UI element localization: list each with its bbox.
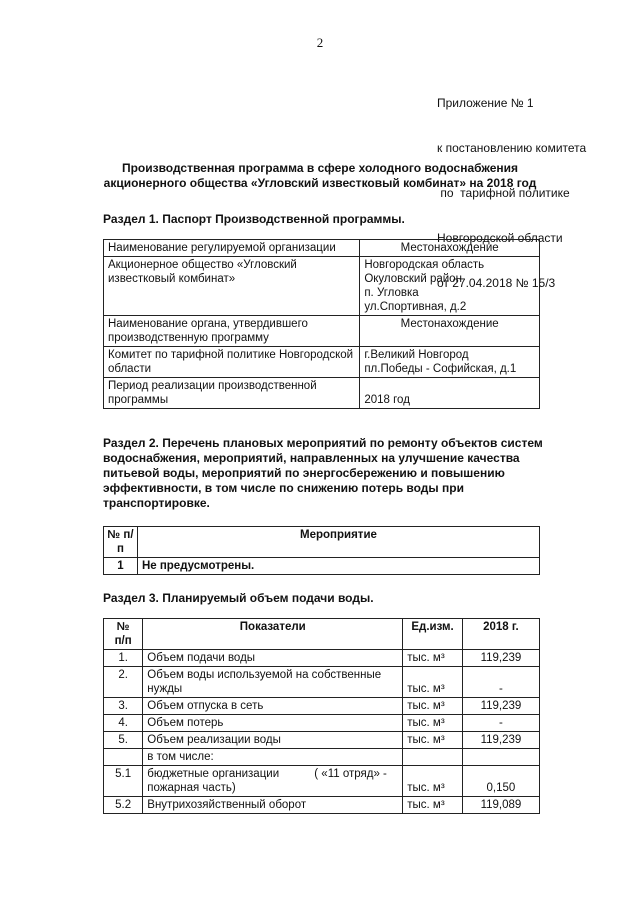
address-line: пл.Победы - Софийская, д.1 (364, 363, 517, 375)
table-row (104, 667, 540, 698)
heading-line: транспортировке. (103, 496, 210, 510)
row-unit: тыс. м³ (403, 698, 463, 715)
row-event: Не предусмотрены. (137, 558, 539, 575)
column-header-year: 2018 г. (462, 619, 539, 650)
table-cell: Местонахождение (360, 316, 540, 347)
row-unit: тыс. м³ (403, 797, 463, 814)
row-unit: тыс. м³ (403, 667, 463, 698)
row-number: 1. (104, 650, 143, 667)
row-value: 119,239 (462, 732, 539, 749)
row-number: 3. (104, 698, 143, 715)
row-unit: тыс. м³ (403, 715, 463, 732)
table-row (104, 766, 540, 797)
row-number (104, 749, 143, 766)
table-cell: Наименование регулируемой организации (104, 240, 360, 257)
table-cell: Комитет по тарифной политике Новгородской области (104, 347, 360, 378)
row-value: 0,150 (462, 766, 539, 797)
heading-line: питьевой воды, мероприятий по энергосбережению и повышению (103, 466, 505, 480)
column-header-indicator: Показатели (143, 619, 403, 650)
table-cell: Период реализации производственной программы (104, 378, 360, 409)
address-line: г.Великий Новгород (364, 349, 469, 361)
events-table (103, 526, 540, 575)
row-number: 5.2 (104, 797, 143, 814)
address-line: п. Угловка (364, 287, 419, 299)
row-unit: тыс. м³ (403, 732, 463, 749)
title-line: Производственная программа в сфере холодного водоснабжения (121, 161, 519, 175)
table-header-row (104, 527, 540, 558)
heading-line: водоснабжения, мероприятий, направленных на улучшение качества (103, 451, 520, 465)
table-row (104, 749, 540, 766)
table-cell: Наименование органа, утвердившего производственную программу (104, 316, 360, 347)
table-cell: Местонахождение (360, 240, 540, 257)
row-number: 2. (104, 667, 143, 698)
heading-line: Раздел 2. Перечень плановых мероприятий по ремонту объектов систем (103, 436, 543, 450)
address-line: Окуловский район (364, 273, 462, 285)
table-row (104, 732, 540, 749)
row-value (462, 749, 539, 766)
address-line: Новгородская область (364, 259, 485, 271)
table-cell: Акционерное общество «Угловский известковый комбинат» (104, 257, 360, 316)
heading-line: эффективности, в том числе по снижению потерь воды при (103, 481, 464, 495)
row-indicator: Объем воды используемой на собственные нужды (143, 667, 403, 698)
row-indicator: в том числе: (143, 749, 403, 766)
row-value: 119,089 (462, 797, 539, 814)
row-indicator: Объем потерь (143, 715, 403, 732)
section1-heading: Раздел 1. Паспорт Производственной программы. (103, 212, 405, 226)
row-value: 119,239 (462, 698, 539, 715)
row-unit (403, 749, 463, 766)
document-title (100, 161, 540, 191)
column-header-number: № п/п (104, 619, 143, 650)
table-cell (360, 347, 540, 378)
row-number: 4. (104, 715, 143, 732)
table-row (104, 698, 540, 715)
row-value: - (462, 715, 539, 732)
column-header-number: № п/п (104, 527, 138, 558)
row-indicator: Внутрихозяйственный оборот (143, 797, 403, 814)
appendix-line: Новгородской области (437, 231, 563, 245)
title-line: акционерного общества «Угловский известковый комбинат» на 2018 год (103, 176, 537, 190)
row-indicator: бюджетные организации ( «11 отряд» - пожарная часть) (143, 766, 403, 797)
table-row (104, 316, 540, 347)
page-number: 2 (316, 35, 324, 50)
row-indicator: Объем отпуска в сеть (143, 698, 403, 715)
appendix-line: по тарифной политике (437, 186, 570, 200)
table-row (104, 240, 540, 257)
water-volume-table (103, 618, 540, 814)
appendix-line: от 27.04.2018 № 15/3 (437, 276, 556, 290)
appendix-line: Приложение № 1 (437, 96, 534, 110)
row-value: 119,239 (462, 650, 539, 667)
row-indicator: Объем подачи воды (143, 650, 403, 667)
row-value: - (462, 667, 539, 698)
table-row (104, 650, 540, 667)
table-cell: 2018 год (360, 378, 540, 409)
row-indicator: Объем реализации воды (143, 732, 403, 749)
table-row (104, 257, 540, 316)
row-number: 1 (104, 558, 138, 575)
table-row (104, 715, 540, 732)
section2-heading (103, 436, 543, 511)
row-number: 5. (104, 732, 143, 749)
row-unit: тыс. м³ (403, 766, 463, 797)
row-unit: тыс. м³ (403, 650, 463, 667)
appendix-line: к постановлению комитета (437, 141, 587, 155)
passport-table (103, 239, 540, 409)
table-cell (360, 257, 540, 316)
table-row (104, 558, 540, 575)
table-row (104, 378, 540, 409)
section3-heading: Раздел 3. Планируемый объем подачи воды. (103, 591, 374, 605)
table-row (104, 797, 540, 814)
column-header-event: Мероприятие (137, 527, 539, 558)
address-line: ул.Спортивная, д.2 (364, 301, 467, 313)
table-row (104, 347, 540, 378)
column-header-unit: Ед.изм. (403, 619, 463, 650)
row-number: 5.1 (104, 766, 143, 797)
table-header-row (104, 619, 540, 650)
